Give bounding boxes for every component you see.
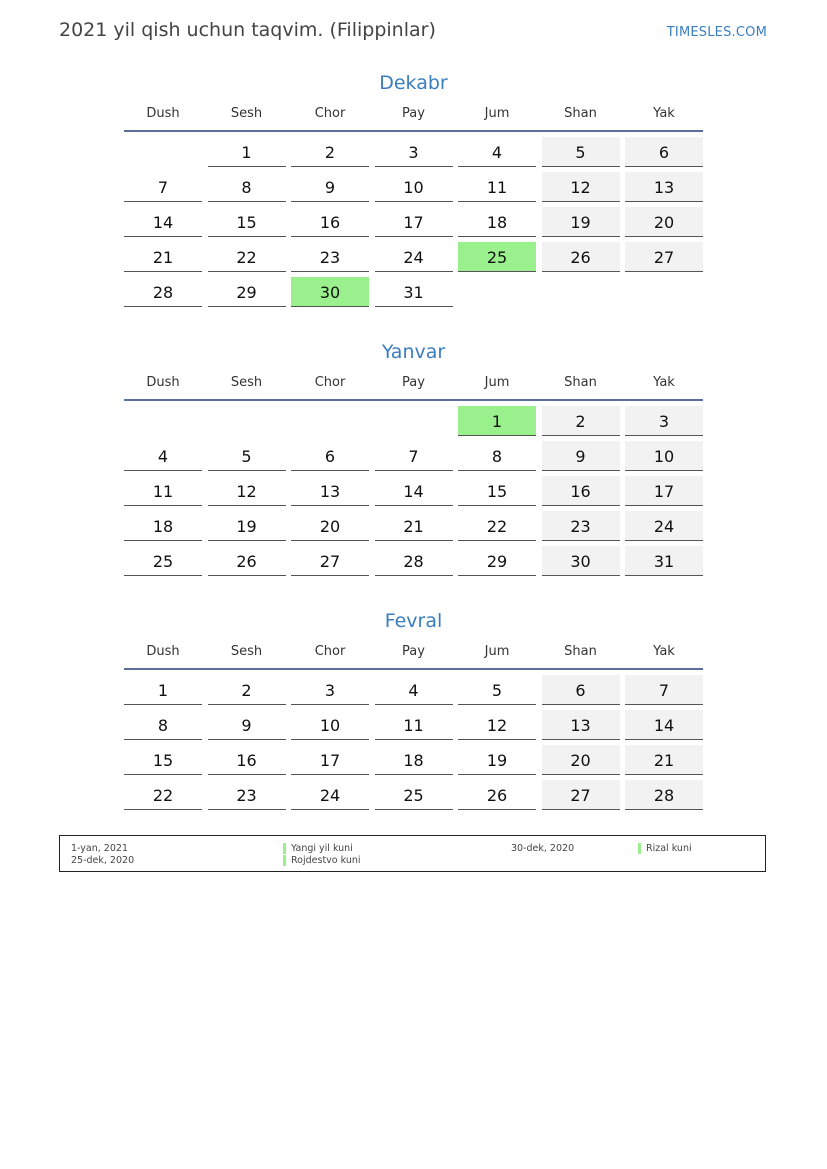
- empty-cell: [458, 277, 536, 307]
- day-cell: 11: [124, 476, 202, 506]
- day-cell: 8: [208, 172, 286, 202]
- weekday-label: Shan: [564, 375, 597, 390]
- month-title: Yanvar: [381, 341, 446, 363]
- legend-holiday-marker: [283, 843, 286, 854]
- weekday-label: Pay: [402, 106, 425, 121]
- weekday-label: Chor: [314, 106, 346, 121]
- day-cell: 4: [375, 675, 453, 705]
- day-cell: 13: [625, 172, 703, 202]
- day-cell: 8: [458, 441, 536, 471]
- empty-cell: [375, 406, 453, 436]
- day-cell: 2: [291, 137, 369, 167]
- day-cell: 8: [124, 710, 202, 740]
- day-cell: 23: [542, 511, 620, 541]
- weekday-header: [124, 106, 703, 132]
- day-cell: 29: [208, 277, 286, 307]
- day-cell: 10: [625, 441, 703, 471]
- empty-cell: [208, 406, 286, 436]
- weekday-label: Jum: [484, 644, 510, 659]
- legend-date: 1-yan, 2021: [71, 843, 128, 854]
- day-cell: 26: [458, 780, 536, 810]
- page-title: 2021 yil qish uchun taqvim. (Filippinlar): [59, 19, 436, 41]
- weekday-label: Pay: [402, 375, 425, 390]
- day-cell: 30: [542, 546, 620, 576]
- weekday-label: Sesh: [230, 644, 263, 659]
- weekday-label: Pay: [402, 644, 425, 659]
- month-fevral: [124, 608, 703, 810]
- day-cell: 16: [542, 476, 620, 506]
- day-cell: 13: [542, 710, 620, 740]
- day-cell: 25: [124, 546, 202, 576]
- day-cell: 3: [375, 137, 453, 167]
- day-cell: 12: [542, 172, 620, 202]
- weekday-label: Dush: [146, 106, 180, 121]
- day-cell: 17: [291, 745, 369, 775]
- day-cell: 3: [291, 675, 369, 705]
- legend-date: 25-dek, 2020: [71, 855, 135, 866]
- holiday-day-cell: 25: [458, 242, 536, 272]
- day-cell: 14: [375, 476, 453, 506]
- empty-cell: [625, 277, 703, 307]
- legend-holiday-name: Yangi yil kuni: [291, 843, 353, 854]
- holiday-day-cell: 30: [291, 277, 369, 307]
- day-cell: 12: [458, 710, 536, 740]
- day-cell: 19: [542, 207, 620, 237]
- legend-holiday-marker: [638, 843, 641, 854]
- day-cell: 7: [375, 441, 453, 471]
- weekday-label: Yak: [653, 644, 675, 659]
- day-cell: 6: [625, 137, 703, 167]
- day-cell: 18: [458, 207, 536, 237]
- day-grid: [124, 406, 703, 576]
- weekday-label: Chor: [314, 644, 346, 659]
- weekday-label: Shan: [564, 644, 597, 659]
- day-cell: 26: [542, 242, 620, 272]
- day-cell: 10: [291, 710, 369, 740]
- day-cell: 23: [208, 780, 286, 810]
- month-title: Dekabr: [379, 72, 448, 94]
- day-cell: 29: [458, 546, 536, 576]
- weekday-label: Sesh: [230, 106, 263, 121]
- month-title: Fevral: [384, 610, 443, 632]
- day-cell: 6: [291, 441, 369, 471]
- day-cell: 7: [625, 675, 703, 705]
- day-cell: 1: [124, 675, 202, 705]
- day-cell: 9: [542, 441, 620, 471]
- day-cell: 4: [458, 137, 536, 167]
- weekday-header: [124, 375, 703, 401]
- day-cell: 4: [124, 441, 202, 471]
- weekday-label: Jum: [484, 106, 510, 121]
- day-cell: 15: [458, 476, 536, 506]
- day-cell: 16: [208, 745, 286, 775]
- day-cell: 5: [458, 675, 536, 705]
- day-cell: 20: [542, 745, 620, 775]
- day-cell: 11: [375, 710, 453, 740]
- day-cell: 15: [124, 745, 202, 775]
- day-cell: 27: [291, 546, 369, 576]
- day-cell: 20: [291, 511, 369, 541]
- weekday-label: Shan: [564, 106, 597, 121]
- day-cell: 26: [208, 546, 286, 576]
- holiday-day-cell: 1: [458, 406, 536, 436]
- holiday-legend: [59, 835, 766, 872]
- day-cell: 13: [291, 476, 369, 506]
- day-cell: 24: [375, 242, 453, 272]
- weekday-label: Dush: [146, 375, 180, 390]
- empty-cell: [124, 406, 202, 436]
- day-cell: 9: [291, 172, 369, 202]
- day-cell: 16: [291, 207, 369, 237]
- weekday-label: Jum: [484, 375, 510, 390]
- day-cell: 31: [625, 546, 703, 576]
- day-cell: 19: [208, 511, 286, 541]
- day-cell: 2: [542, 406, 620, 436]
- legend-holiday-name: Rizal kuni: [646, 843, 692, 854]
- day-cell: 11: [458, 172, 536, 202]
- day-cell: 24: [291, 780, 369, 810]
- day-grid: [124, 675, 703, 810]
- weekday-header: [124, 644, 703, 670]
- day-cell: 21: [124, 242, 202, 272]
- day-cell: 28: [375, 546, 453, 576]
- day-cell: 22: [124, 780, 202, 810]
- day-cell: 28: [124, 277, 202, 307]
- empty-cell: [542, 277, 620, 307]
- day-cell: 21: [625, 745, 703, 775]
- day-cell: 25: [375, 780, 453, 810]
- day-cell: 19: [458, 745, 536, 775]
- day-cell: 21: [375, 511, 453, 541]
- day-cell: 27: [542, 780, 620, 810]
- day-cell: 12: [208, 476, 286, 506]
- site-link[interactable]: TIMESLES.COM: [666, 25, 767, 40]
- day-cell: 24: [625, 511, 703, 541]
- day-cell: 2: [208, 675, 286, 705]
- day-cell: 22: [458, 511, 536, 541]
- legend-holiday-marker: [283, 855, 286, 866]
- day-cell: 9: [208, 710, 286, 740]
- day-cell: 17: [375, 207, 453, 237]
- month-yanvar: [124, 339, 703, 576]
- day-cell: 23: [291, 242, 369, 272]
- day-cell: 5: [208, 441, 286, 471]
- legend-date: 30-dek, 2020: [511, 843, 575, 854]
- month-dekabr: [124, 70, 703, 307]
- day-cell: 3: [625, 406, 703, 436]
- weekday-label: Yak: [653, 106, 675, 121]
- day-cell: 17: [625, 476, 703, 506]
- day-cell: 22: [208, 242, 286, 272]
- day-cell: 27: [625, 242, 703, 272]
- day-cell: 7: [124, 172, 202, 202]
- day-cell: 18: [375, 745, 453, 775]
- empty-cell: [291, 406, 369, 436]
- weekday-label: Sesh: [230, 375, 263, 390]
- day-cell: 10: [375, 172, 453, 202]
- day-cell: 1: [208, 137, 286, 167]
- day-cell: 6: [542, 675, 620, 705]
- day-cell: 18: [124, 511, 202, 541]
- empty-cell: [124, 137, 202, 167]
- weekday-label: Chor: [314, 375, 346, 390]
- day-cell: 14: [124, 207, 202, 237]
- day-cell: 15: [208, 207, 286, 237]
- day-cell: 14: [625, 710, 703, 740]
- day-grid: [124, 137, 703, 307]
- day-cell: 5: [542, 137, 620, 167]
- weekday-label: Yak: [653, 375, 675, 390]
- day-cell: 20: [625, 207, 703, 237]
- weekday-label: Dush: [146, 644, 180, 659]
- day-cell: 31: [375, 277, 453, 307]
- day-cell: 28: [625, 780, 703, 810]
- legend-holiday-name: Rojdestvo kuni: [291, 855, 361, 866]
